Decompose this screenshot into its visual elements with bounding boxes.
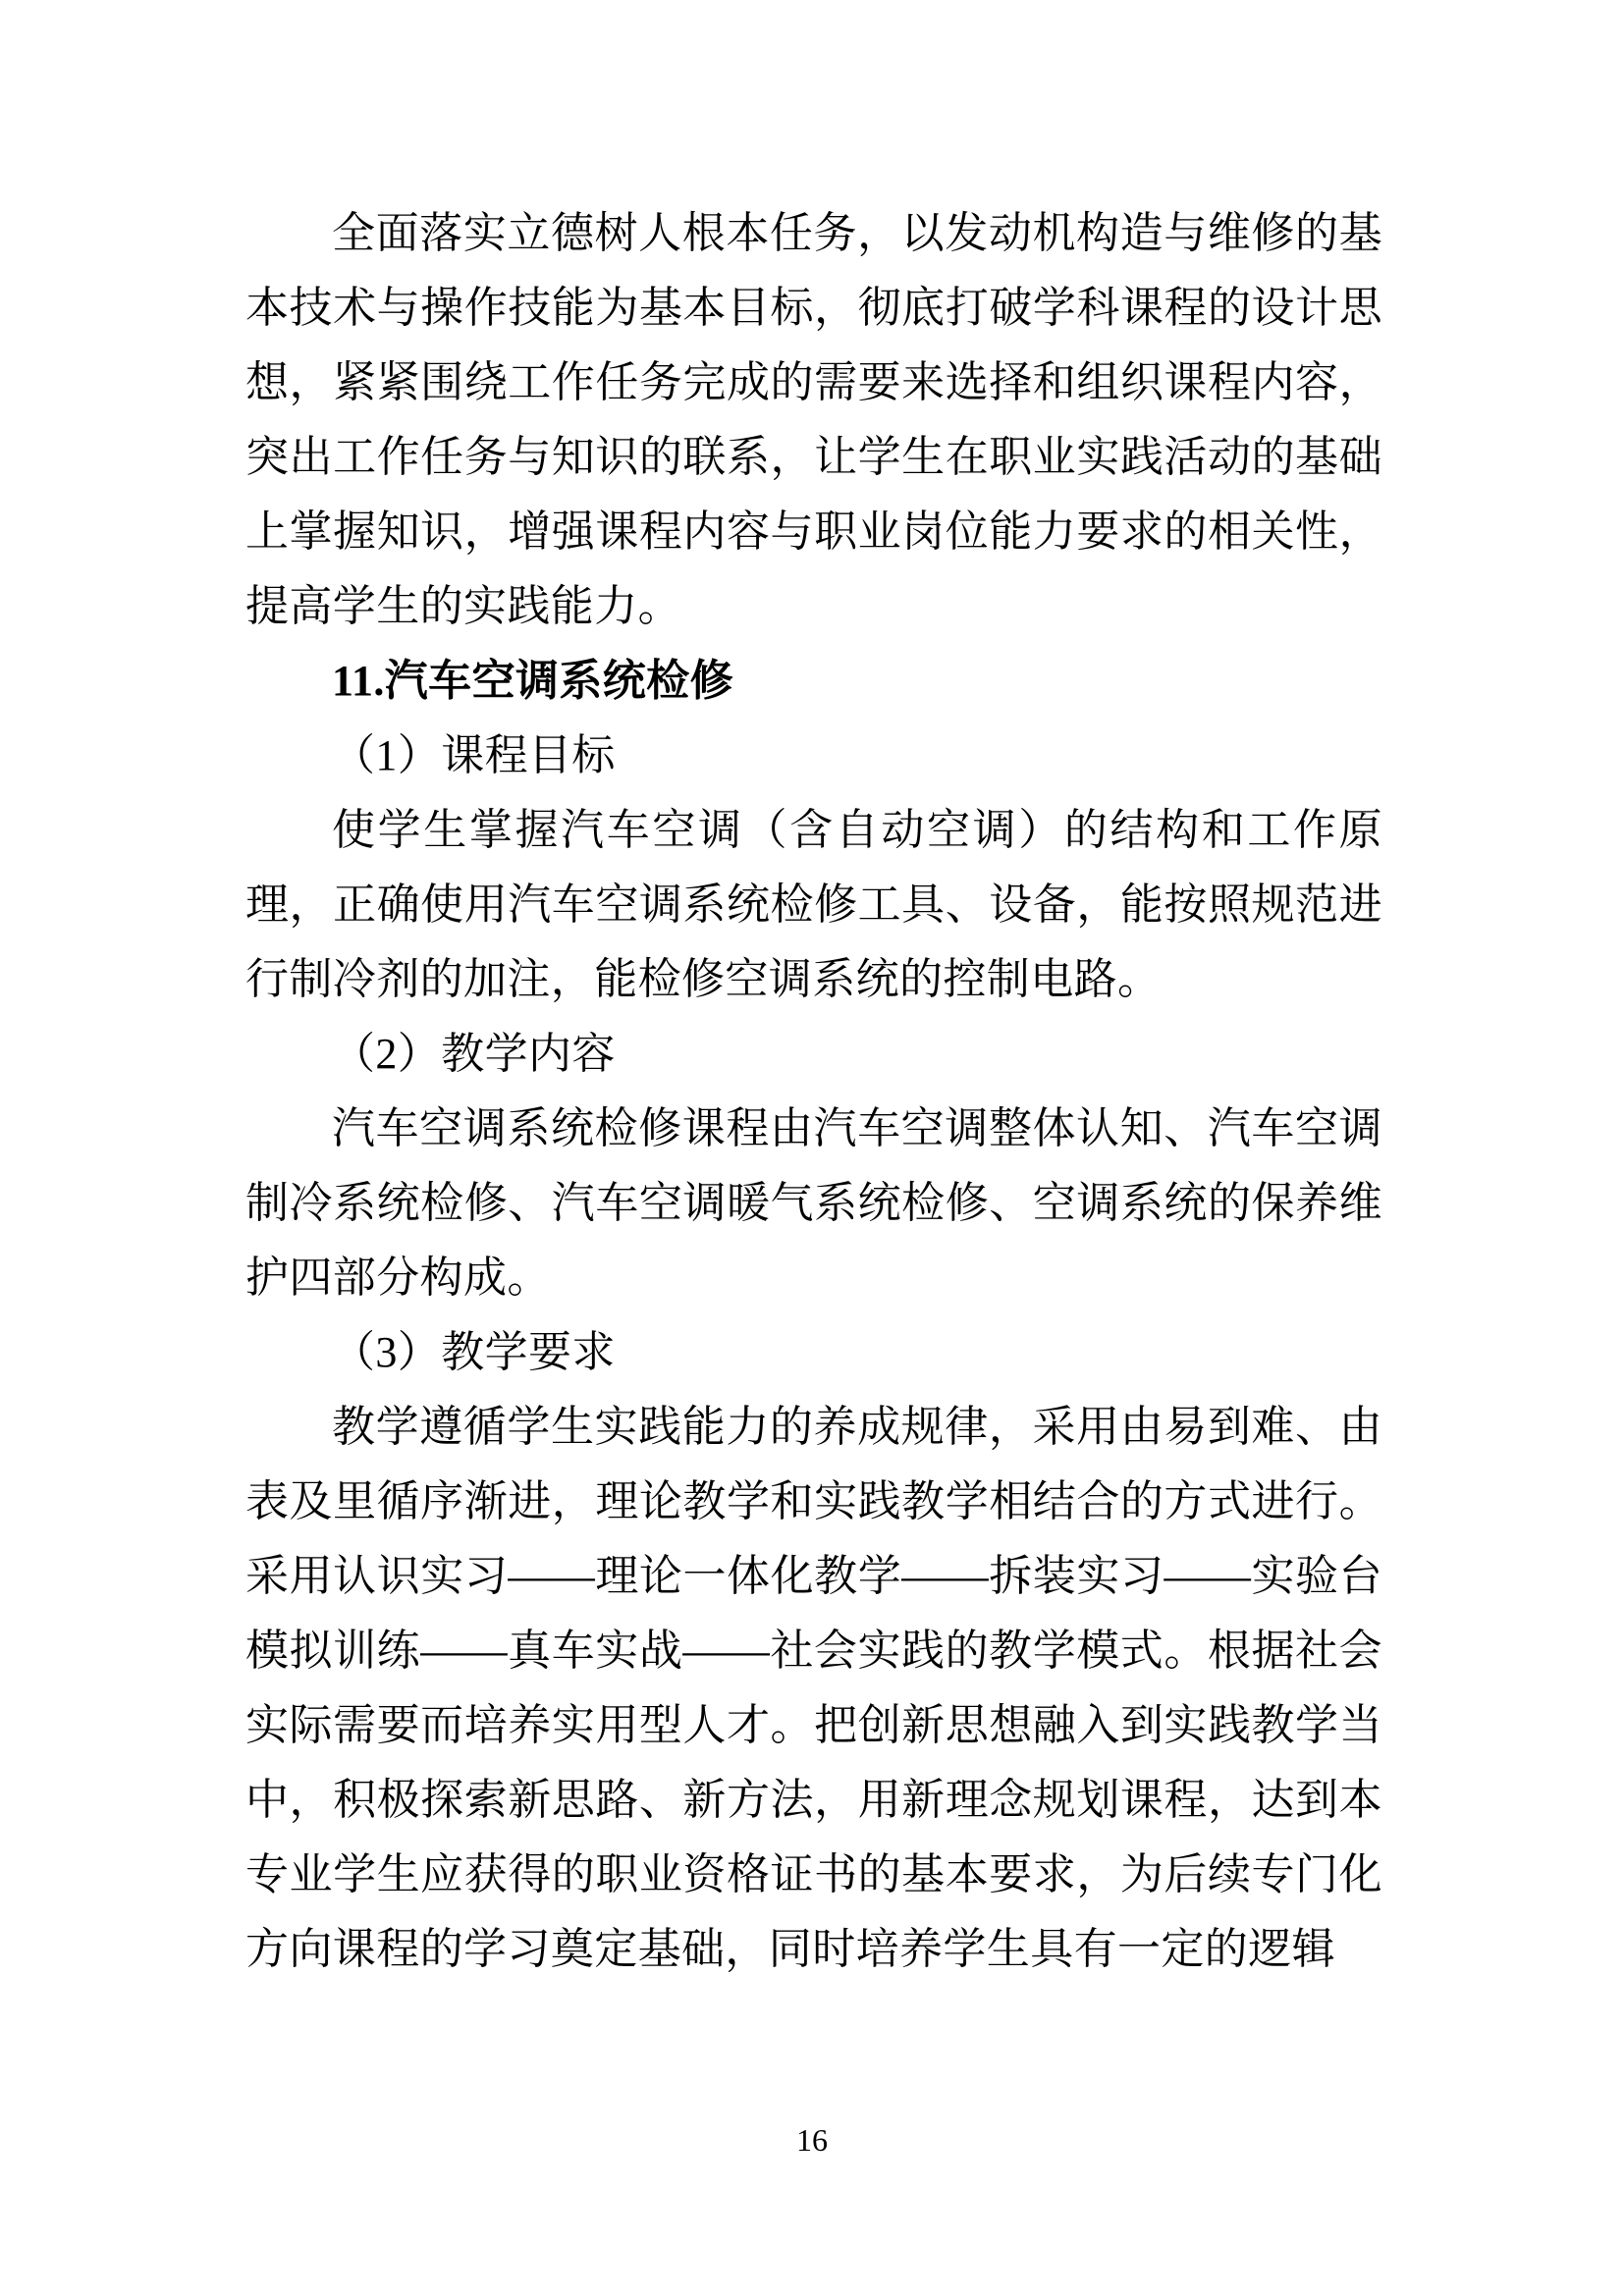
subsection-1-paragraph: 使学生掌握汽车空调（含自动空调）的结构和工作原理，正确使用汽车空调系统检修工具、设备，能按照规范进行制冷剂的加注，能检修空调系统的控制电路。 (245, 806, 1382, 1003)
subsection-3-paragraph: 教学遵循学生实践能力的养成规律，采用由易到难、由表及里循序渐进，理论教学和实践教学相结合的方式进行。采用认识实习——理论一体化教学——拆装实习——实验台模拟训练——真车实战——社会实践的教学模式。根据社会实际需要而培养实用型人才。把创新思想融入到实践教学当中，积极探索新思路、新方法，用新理念规划课程，达到本专业学生应获得的职业资格证书的基本要求，为后续专门化方向课程的学习奠定基础，同时培养学生具有一定的逻辑 (245, 1403, 1382, 1973)
document-content (245, 196, 1382, 1987)
intro-paragraph: 全面落实立德树人根本任务，以发动机构造与维修的基本技术与操作技能为基本目标，彻底打破学科课程的设计思想，紧紧围绕工作任务完成的需要来选择和组织课程内容，突出工作任务与知识的联系，让学生在职业实践活动的基础上掌握知识，增强课程内容与职业岗位能力要求的相关性，提高学生的实践能力。 (245, 209, 1382, 630)
subsection-2-paragraph: 汽车空调系统检修课程由汽车空调整体认知、汽车空调制冷系统检修、汽车空调暖气系统检修、空调系统的保养维护四部分构成。 (245, 1104, 1382, 1302)
page-number: 16 (796, 2122, 828, 2158)
subsection-1-label: （1）课程目标 (332, 731, 616, 779)
section-heading: 11.汽车空调系统检修 (332, 657, 733, 705)
subsection-3-label: （3）教学要求 (332, 1328, 616, 1376)
subsection-2-label: （2）教学内容 (332, 1030, 616, 1078)
